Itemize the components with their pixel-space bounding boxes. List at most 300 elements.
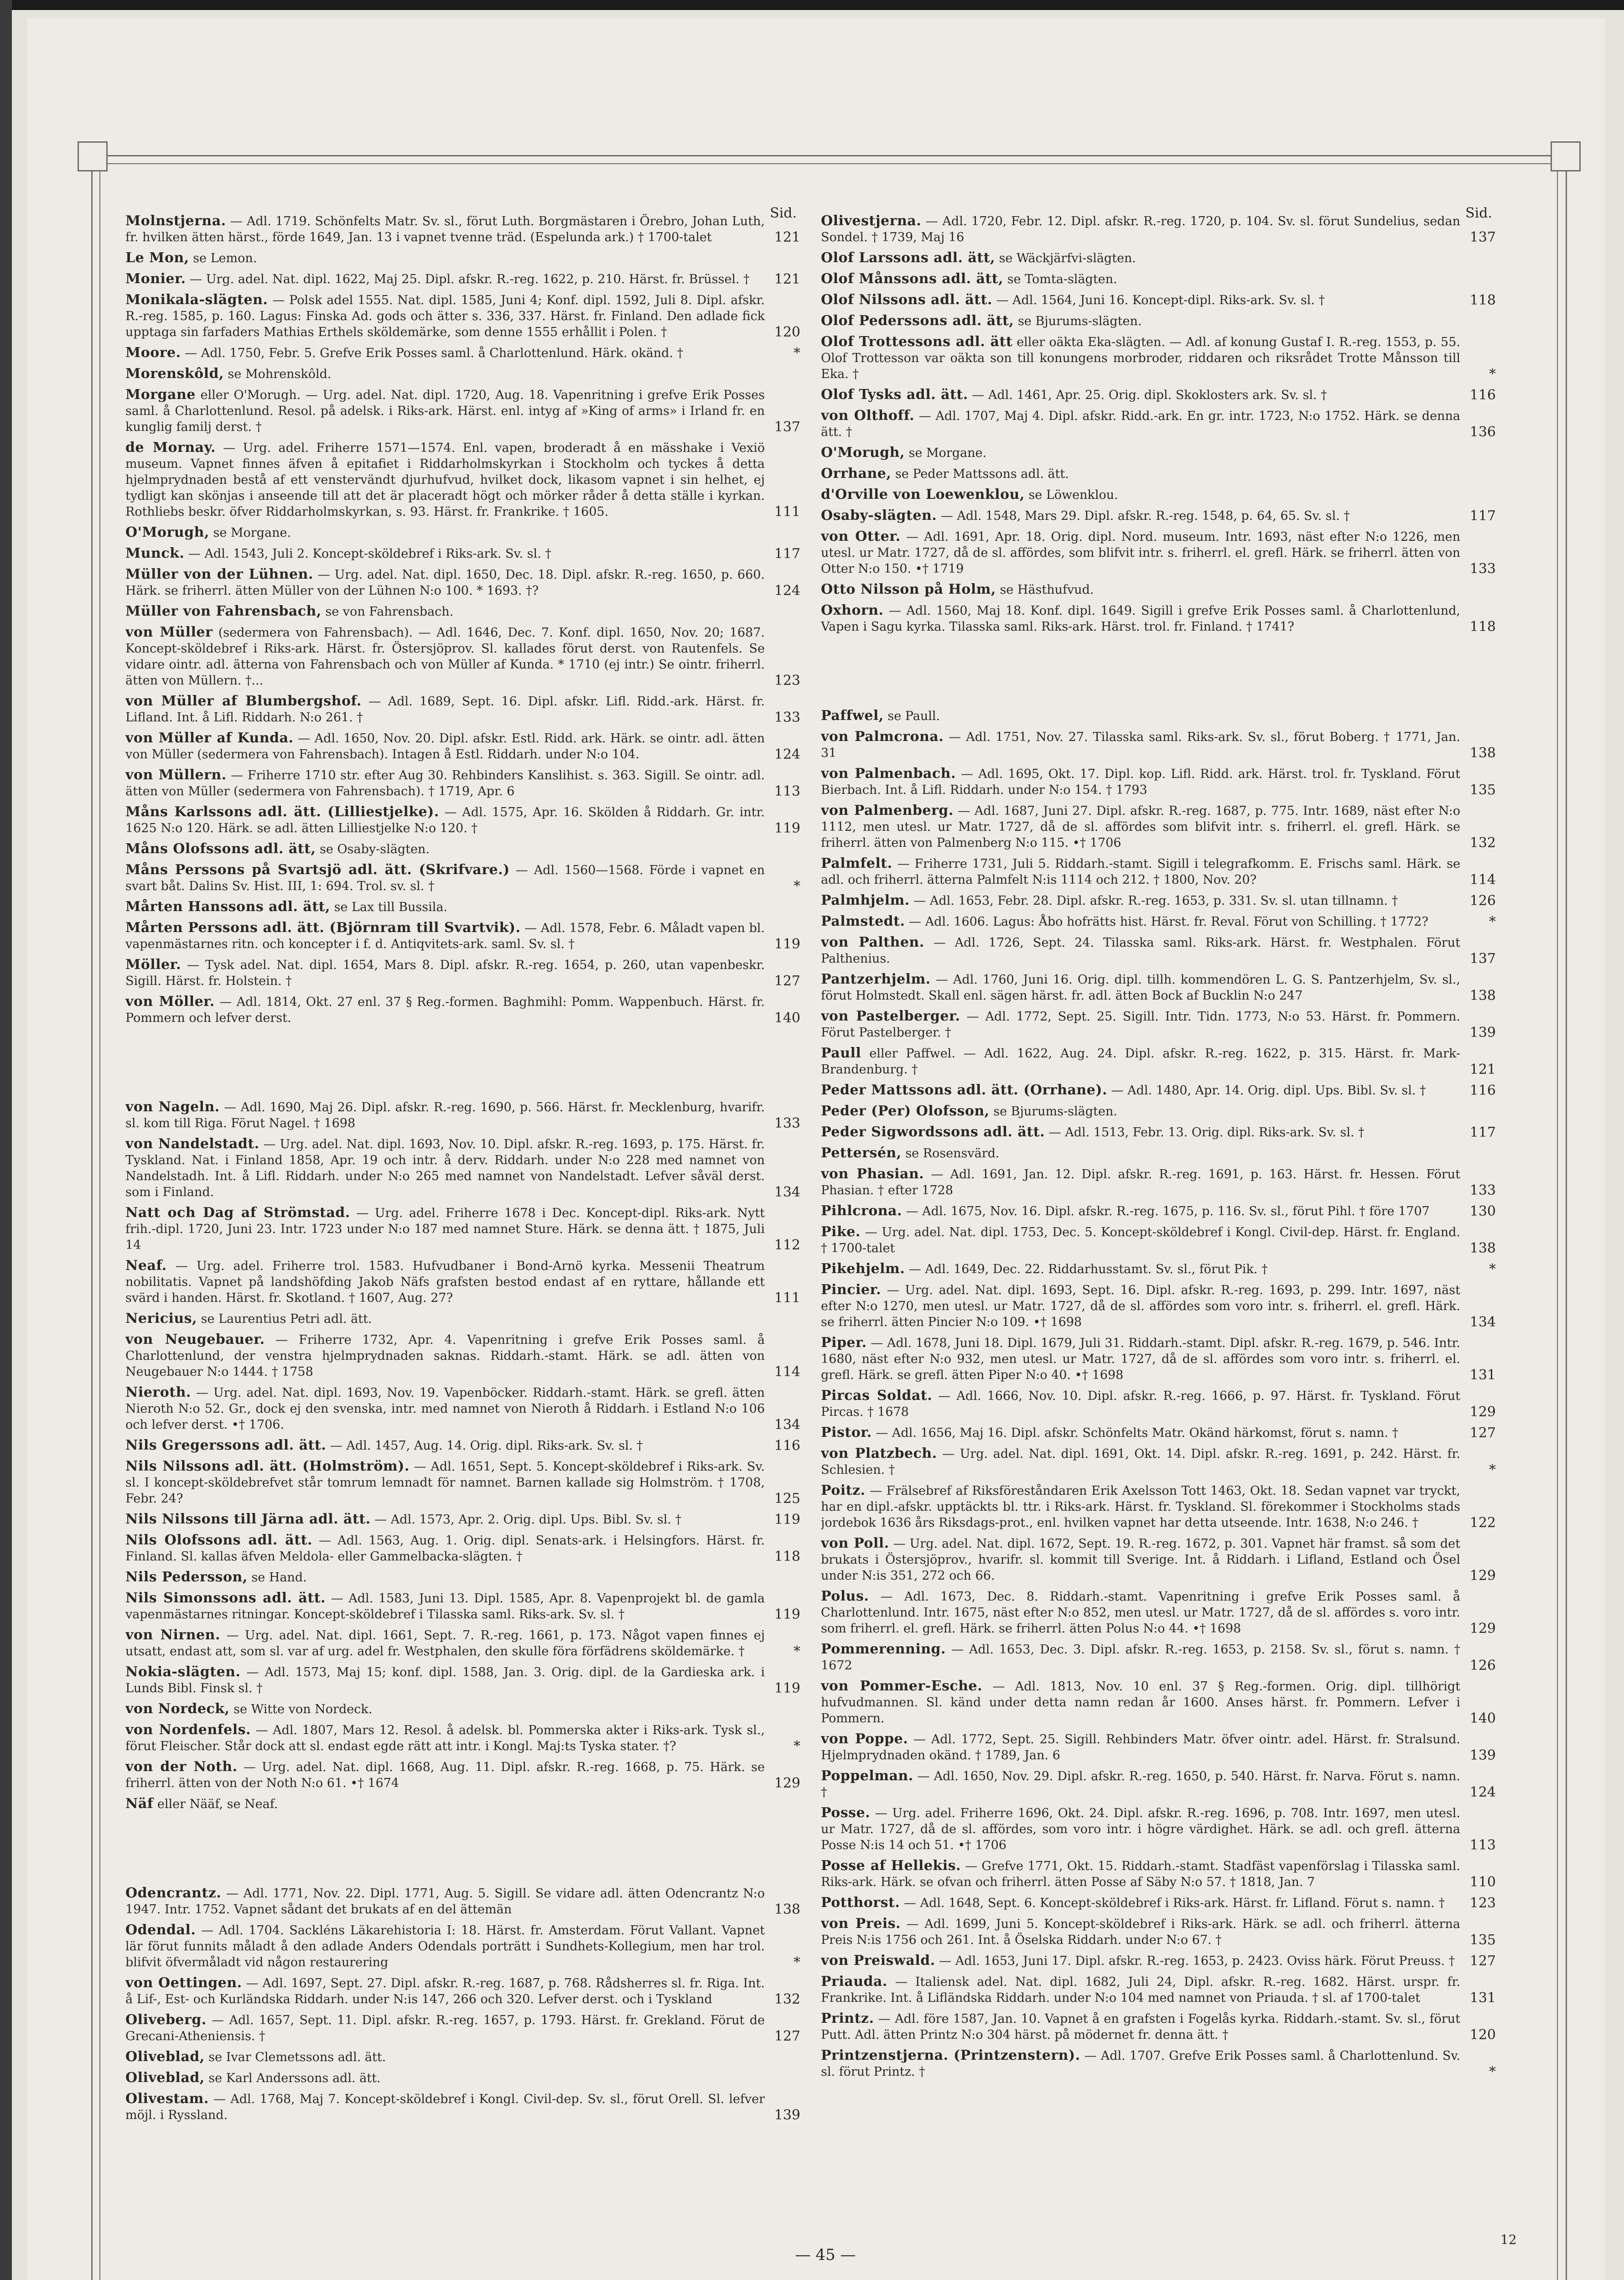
entry-page-ref: 120 [1469,2027,1496,2043]
register-entry [821,213,1496,245]
entry-page-ref: 137 [1469,229,1496,245]
register-entry [821,1678,1496,1726]
register-entry [125,730,800,762]
register-entry [821,1388,1496,1420]
sid-header-right: Sid. [1465,205,1492,221]
entry-text: — Adl. 1653, Juni 17. Dipl. afskr. R.-reg. 1653, p. 2423. Oviss härk. Förut Preuss. † [939,1954,1455,1968]
register-entry [821,1425,1496,1441]
entry-text: — Urg. adel. Nat. dipl. 1693, Nov. 10. Dipl. afskr. R.-reg. 1693, p. 175. Härst. fr. Tyskland. Nat. i Finland 1858, Apr. 19 och intr. å derv. Riddarh. under N:o 228 med namnet von Nandelstadh. Int. å Lifl. Riddarh. under N:o 265 med namnet von Nandelstadt. Lefver såväl derst. som i Finland. [125,1137,765,1199]
register-entry [821,408,1496,440]
entry-text: se Hand. [251,1570,307,1585]
entry-text: — Urg. adel. Friherre 1571—1574. Enl. vapen, broderadt å en mässhake i Vexiö museum. Vapnet finnes äfven å epitafiet i Riddarholmskyrkan i Stockholm och tyckes å detta hjelmprydnaden bestå af ett venstervändt djurhufvud, hvilket dock, likasom vapnet i sin helhet, ej tydligt kan skönjas i anseende till att det är placeradt högt och mörker råder å detta ställe i kyrkan. Rothliebs beskr. öfver Riddarholmskyrkan, s. 93. Härst. fr. Frankrike. † 1605. [125,441,765,519]
entry-name: Peder (Per) Olofsson, [821,1103,990,1119]
entry-page-ref: 124 [774,746,800,762]
register-entry [125,1532,800,1565]
register-entry [125,366,800,382]
entry-text: se Laurentius Petri adl. ätt. [201,1312,372,1326]
entry-page-ref: 127 [1469,1953,1496,1969]
entry-text: se Rosensvärd. [905,1146,1000,1161]
entry-name: Poppelman. [821,1768,913,1784]
entry-name: Olivestam. [125,2091,209,2107]
entry-name: Nils Simonssons adl. ätt. [125,1590,326,1606]
entry-name: von Nandelstadt. [125,1136,259,1152]
register-entry [125,1099,800,1131]
entry-text: se Morgane. [213,526,291,540]
entry-page-ref: 124 [774,583,800,599]
register-entry [821,1858,1496,1890]
entry-text: — Adl. 1771, Nov. 22. Dipl. 1771, Aug. 5. Sigill. Se vidare adl. ätten Odencrantz N:o 1947. Intr. 1752. Vapnet sådant det brukats af en del ättemän [125,1886,765,1917]
entry-text: — Adl. 1563, Aug. 1. Orig. dipl. Senats-ark. i Helsingfors. Härst. fr. Finland. Sl. kallas äfven Meldola- eller Gammelbacka-slägten. † [125,1534,765,1564]
entry-text: — Adl. 1560, Maj 18. Konf. dipl. 1649. Sigill i grefve Erik Posses saml. å Charlottenlund, Vapen i Sagu kyrka. Tilasska saml. Riks-ark. Härst. trol. fr. Finland. † 1741? [821,604,1460,634]
entry-page-ref: 134 [1469,1314,1496,1330]
entry-page-ref: 129 [1469,1568,1496,1584]
entry-page-ref: 114 [774,1364,800,1380]
entry-text: — Adl. 1687, Juni 27. Dipl. afskr. R.-reg. 1687, p. 775. Intr. 1689, näst efter N:o 1112, men utesl. ur Matr. 1727, då de sl. affördes som blifvit intr. s. friherrl. el. grefl. Härk. se friherrl. ätten von Palmenberg N:o 115. •† 1706 [821,804,1460,850]
entry-page-ref: 119 [774,1512,800,1528]
entry-page-ref: * [794,878,800,894]
entry-name: Nils Pedersson, [125,1569,248,1585]
entry-name: Olof Larssons adl. ätt, [821,250,995,266]
entry-name: Måns Karlssons adl. ätt. (Lilliestjelke). [125,804,439,820]
entry-page-ref: 113 [1469,1837,1496,1853]
register-entry [125,1722,800,1754]
entry-text: se von Fahrensbach. [325,605,454,619]
entry-text: — Adl. 1606. Lagus: Åbo hofrätts hist. Härst. fr. Reval. Förut von Schilling. † 1772? [909,915,1428,929]
entry-page-ref: 126 [1469,893,1496,909]
entry-page-ref: 119 [774,1606,800,1622]
entry-text: — Adl. 1689, Sept. 16. Dipl. afskr. Lifl. Ridd.-ark. Härst. fr. Lifland. Int. å Lifl. Riddarh. N:o 261. † [125,694,765,725]
entry-text: — Friherre 1732, Apr. 4. Vapenritning i grefve Erik Posses saml. å Charlottenlund, der venstra hjelmprydnaden saknas. Riddarh.-stamt. Härk. se adl. ätten von Neugebauer N:o 1444. † 1758 [125,1333,765,1379]
entry-text: — Adl. 1666, Nov. 10. Dipl. afskr. R.-reg. 1666, p. 97. Härst. fr. Tyskland. Förut Pircas. † 1678 [821,1389,1460,1419]
entry-name: Pincier. [821,1282,882,1298]
entry-text: — Frälsebref af Riksföreståndaren Erik Axelsson Tott 1463, Okt. 18. Sedan vapnet var tryckt, har en dipl.-afskr. upptäckts bl. ttr. i Riks-ark. Härst. fr. Tyskland. Sl. förekommer i Stockholms stads jordebok 1636 års Riksdags-prot., enl. hvilken vapnet har detta utseende. Intr. 1638, N:o 246. † [821,1484,1460,1530]
register-entry [125,957,800,989]
entry-text: — Adl. 1695, Okt. 17. Dipl. kop. Lifl. Ridd. ark. Härst. trol. fr. Tyskland. Förut Bierbach. Int. å Lifl. Riddarh. under N:o 154. † 1793 [821,767,1460,797]
register-entry [821,1261,1496,1277]
entry-page-ref: 121 [774,229,800,245]
entry-page-ref: 124 [1469,1784,1496,1800]
entry-text: eller oäkta Eka-slägten. — Adl. af konung Gustaf I. R.-reg. 1553, p. 55. Olof Trottesson var oäkta son till konungens morbroder, riddaren och riksrådet Trotte Månsson till Eka. † [821,335,1460,381]
entry-text: se Witte von Nordeck. [233,1702,373,1716]
register-entry [821,466,1496,482]
register-entry [821,1203,1496,1219]
entry-page-ref: 127 [1469,1425,1496,1441]
entry-name: Möller. [125,957,182,973]
entry-page-ref: * [1489,914,1496,930]
entry-name: Olof Trottessons adl. ätt [821,334,1013,350]
register-entry [125,767,800,799]
entry-name: von Oettingen. [125,1975,242,1991]
entry-text: se Paull. [887,709,940,723]
entry-page-ref: 134 [774,1417,800,1433]
entry-page-ref: 138 [1469,745,1496,761]
entry-page-ref: 119 [774,936,800,952]
register-entry [821,1535,1496,1584]
entry-text: — Adl. 1704. Sackléns Läkarehistoria I: 18. Härst. fr. Amsterdam. Förut Vallant. Vapnet lär förut funnits måladt å den adlade Anders Odendals porträtt i Sundhets-Kollegium, men har trol. blifvit öfvermåladt vid någon restaurering [125,1923,765,1969]
entry-text: — Adl. 1726, Sept. 24. Tilasska saml. Riks-ark. Härst. fr. Westphalen. Förut Palthenius. [821,936,1461,966]
entry-text: — Adl. 1673, Dec. 8. Riddarh.-stamt. Vapenritning i grefve Erik Posses saml. å Charlottenlund. Intr. 1675, näst efter N:o 852, men utesl. ur Matr. 1727, då de sl. affördes s. voro intr. som friherrl. el. grefl. Härk. se friherrl. ätten Polus N:o 44. •† 1698 [821,1590,1460,1636]
entry-text: — Adl. 1656, Maj 16. Dipl. afskr. Schönfelts Matr. Okänd härkomst, förut s. namn. † [876,1426,1399,1440]
register-entry [821,1641,1496,1674]
entry-name: von Nordeck, [125,1701,230,1717]
entry-text: — Adl. 1513, Febr. 13. Orig. dipl. Riks-ark. Sv. sl. † [1048,1125,1365,1140]
entry-text: — Urg. adel. Nat. dipl. 1622, Maj 25. Dipl. afskr. R.-reg. 1622, p. 210. Härst. fr. Brüssel. † [190,272,750,286]
entry-page-ref: * [794,345,800,361]
register-entry [125,2070,800,2086]
sid-header-left: Sid. [770,205,797,221]
entry-name: Odendal. [125,1922,196,1938]
entry-text: — Friherre 1710 str. efter Aug 30. Rehbinders Kanslihist. s. 363. Sigill. Se ointr. adl. ätten von Müller (sedermera von Fahrensbach). † 1719, Apr. 6 [125,768,765,798]
register-entry [821,1768,1496,1800]
entry-text: — Adl. 1457, Aug. 14. Orig. dipl. Riks-ark. Sv. sl. † [330,1439,643,1453]
entry-text: — Adl. 1560—1568. Förde i vapnet en svart båt. Dalins Sv. Hist. III, 1: 694. Trol. sv. sl. † [125,863,765,893]
entry-name: von Poll. [821,1535,889,1551]
entry-name: d'Orville von Loewenklou, [821,487,1025,503]
register-entry [125,345,800,361]
entry-page-ref: 111 [774,504,800,520]
register-entry [821,1953,1496,1969]
entry-text: eller Nääf, se Neaf. [157,1797,278,1811]
register-entry [821,487,1496,503]
entry-page-ref: * [794,1954,800,1970]
frame-corner-ornament [78,141,108,171]
register-entry [821,1008,1496,1041]
entry-name: de Mornay. [125,440,216,456]
entry-text: — Adl. 1575, Apr. 16. Skölden å Riddarh. Gr. intr. 1625 N:o 120. Härk. se adl. ätten Lilliestjelke N:o 120. † [125,805,765,835]
entry-page-ref: 131 [1469,1367,1496,1383]
register-entry [125,566,800,599]
entry-name: von Müller af Blumbergshof. [125,693,362,709]
entry-name: Nokia-slägten. [125,1664,241,1680]
entry-page-ref: 114 [1469,872,1496,888]
entry-name: Polus. [821,1588,869,1604]
entry-name: von Otter. [821,529,901,544]
register-entry [125,899,800,915]
register-entry [125,1205,800,1253]
register-entry [125,1796,800,1812]
entry-name: von der Noth. [125,1759,238,1775]
entry-text: — Adl. 1813, Nov. 10 enl. 37 § Reg.-formen. Orig. dipl. tillhörigt hufvudmannen. Sl. känd under detta namn redan år 1600. Anses härst. fr. Pommern. Lefver i Pommern. [821,1679,1461,1726]
entry-text: — Adl. 1675, Nov. 16. Dipl. afskr. R.-reg. 1675, p. 116. Sv. sl., förut Pihl. † före 1707 [906,1204,1430,1218]
entry-name: Posse af Hellekis. [821,1858,961,1874]
entry-name: Nericius, [125,1311,197,1327]
entry-name: Olof Pederssons adl. ätt, [821,313,1014,329]
entry-name: Osaby-slägten. [821,508,937,523]
entry-page-ref: 117 [774,546,800,562]
entry-text: — Adl. 1760, Juni 16. Orig. dipl. tillh. kommendören L. G. S. Pantzerhjelm, Sv. sl., förut Holmstedt. Skall enl. sägen härst. fr. adl. ätten Bock af Bucklin N:o 247 [821,973,1460,1003]
left-column [125,205,800,2266]
entry-name: Morgane [125,387,196,403]
entry-text: — Adl. 1707. Grefve Erik Posses saml. å Charlottenlund. Sv. sl. förut Printz. † [821,2049,1460,2079]
entry-page-ref: * [1489,1261,1496,1277]
entry-text: — Urg. adel. Friherre 1696, Okt. 24. Dipl. afskr. R.-reg. 1696, p. 708. Intr. 1697, men utesl. ur Matr. 1727, då de sl. affördes, som voro intr. i högre värdighet. Härk. se adl. och grefl. ätterna Posse N:is 14 och 51. •† 1706 [821,1806,1460,1852]
entry-name: von Nordenfels. [125,1722,251,1738]
entry-name: Oliveblad, [125,2049,205,2065]
entry-name: Monikala-slägten. [125,292,268,308]
entry-name: Piper. [821,1335,867,1351]
register-entry [125,524,800,541]
entry-name: Priauda. [821,1974,887,1990]
entry-page-ref: 131 [1469,1990,1496,2006]
scan-edge-top [0,0,1624,10]
register-entry [125,1384,800,1433]
entry-text: — Italiensk adel. Nat. dipl. 1682, Juli 24, Dipl. afskr. R.-reg. 1682. Härst. urspr. fr. Frankrike. Int. å Lifländska Riddarh. under N:o 104 med namnet von Priauda. † sl. af 1700-talet [821,1975,1460,2005]
entry-page-ref: 129 [1469,1404,1496,1420]
entry-name: O'Morugh, [821,445,905,461]
entry-name: Olof Nilssons adl. ätt. [821,292,992,308]
entry-name: von Palthen. [821,934,924,950]
register-entry [125,440,800,520]
register-entry [125,920,800,952]
register-entry [821,1282,1496,1330]
entry-text: — Adl. 1750, Febr. 5. Grefve Erik Posses saml. å Charlottenlund. Härk. okänd. † [185,346,684,360]
entry-name: Printzenstjerna. (Printzenstern). [821,2047,1080,2063]
entry-page-ref: 116 [1469,1083,1496,1099]
entry-text: — Adl. 1650, Nov. 20. Dipl. afskr. Estl. Ridd. ark. Härk. se ointr. adl. ätten von Müller (sedermera von Fahrensbach). Intagen å Estl. Riddarh. under N:o 104. [125,731,765,762]
entry-name: Monier. [125,271,186,287]
entry-text: — Adl. 1573, Apr. 2. Orig. dipl. Ups. Bibl. Sv. sl. † [374,1513,682,1527]
entry-name: Pistor. [821,1425,872,1441]
entry-text: — Adl. 1697, Sept. 27. Dipl. afskr. R.-reg. 1687, p. 768. Rådsherres sl. fr. Riga. Int. å Lif-, Est- och Kurländska Riddarh. under N:is 147, 266 och 320. Lefver derst. och i Tyskland [125,1976,765,2006]
entry-page-ref: 117 [1469,508,1496,524]
register-entry [821,1224,1496,1256]
entry-name: Munck. [125,545,185,561]
register-entry [821,1805,1496,1853]
entry-name: Oxhorn. [821,602,884,618]
entry-name: Palmhjelm. [821,892,910,908]
register-entry [821,913,1496,930]
entry-name: von Olthoff. [821,408,915,424]
register-entry [821,1335,1496,1383]
entry-text: — Grefve 1771, Okt. 15. Riddarh.-stamt. Stadfäst vapenförslag i Tilasska saml. Riks-ark. Härk. se ofvan och friherrl. ätten Posse af Säby N:o 57. † 1818, Jan. 7 [821,1859,1460,1889]
entry-text: — Adl. 1719. Schönfelts Matr. Sv. sl., förut Luth. Borgmästaren i Örebro, Johan Luth, fr. hvilken ätten härst., förde 1649, Jan. 13 i vapnet tvenne träd. (Espelunda ark.) † 1700-talet [125,214,765,244]
entry-name: Potthorst. [821,1895,900,1911]
entry-name: von Möller. [125,994,215,1010]
entry-name: Paffwel, [821,708,884,724]
entry-text: se Tomta-slägten. [1007,272,1117,286]
entry-text: — Urg. adel. Nat. dipl. 1668, Aug. 11. Dipl. afskr. R.-reg. 1668, p. 75. Härk. se friherrl. ätten von der Noth N:o 61. •† 1674 [125,1760,765,1790]
entry-name: Neaf. [125,1258,167,1274]
entry-name: Pikehjelm. [821,1261,905,1277]
entry-page-ref: 118 [1469,292,1496,308]
entry-page-ref: 117 [1469,1124,1496,1140]
register-entry [821,1082,1496,1099]
register-entry [821,708,1496,724]
register-entry [125,841,800,857]
entry-text: se Mohrenskôld. [228,367,332,381]
entry-page-ref: 116 [1469,387,1496,403]
entry-text: — Adl. 1772, Sept. 25. Sigill. Rehbinders Matr. öfver ointr. adel. Härst. fr. Stralsund. Hjelmprydnaden okänd. † 1789, Jan. 6 [821,1732,1460,1762]
entry-text: — Adl. 1691, Apr. 18. Orig. dipl. Nord. museum. Intr. 1693, näst efter N:o 1226, men utesl. ur Matr. 1727, då de sl. affördes, som blifvit intr. s. friherrl. el. grefl. Härk. se friherrl. ätten von Otter N:o 150. •† 1719 [821,530,1460,576]
entry-name: Moore. [125,345,181,361]
entry-name: Nils Olofssons adl. ätt. [125,1532,312,1548]
entry-text: — Tysk adel. Nat. dipl. 1654, Mars 8. Dipl. afskr. R.-reg. 1654, p. 260, utan vapenbeskr. Sigill. Härst. fr. Holstein. † [125,958,765,988]
register-entry [125,1759,800,1791]
entry-page-ref: 132 [1469,835,1496,851]
entry-page-ref: 136 [1469,424,1496,440]
entry-name: Molnstjerna. [125,213,226,229]
entry-name: Palmfelt. [821,855,892,871]
entry-page-ref: 116 [774,1438,800,1454]
register-entry [821,892,1496,909]
register-entry [125,1458,800,1507]
register-entry [125,2049,800,2065]
register-entry [821,1916,1496,1948]
entry-page-ref: 133 [1469,1182,1496,1198]
entry-name: Oliveblad, [125,2070,205,2086]
entry-text: se Ivar Clemetssons adl. ätt. [208,2050,386,2064]
entry-text: — Urg. adel. Friherre 1678 i Dec. Koncept-dipl. Riks-ark. Nytt frih.-dipl. 1720, Juni 23. Intr. 1723 under N:o 187 med namnet Sture. Härk. se denna ätt. † 1875, Juli 14 [125,1206,765,1252]
entry-page-ref: * [794,1738,800,1754]
register-entry [821,1045,1496,1078]
entry-page-ref: 129 [774,1775,800,1791]
entry-text: se Wäckjärfvi-slägten. [999,251,1136,265]
entry-text: — Urg. adel. Friherre trol. 1583. Hufvudbaner i Bond-Arnö kyrka. Messenii Theatrum nobilitatis. Vapnet på landshöfding Jakob Näfs grafsten bestod endast af en ryttare, hållande ett svärd i handen. Härst. fr. Skotland. † 1607, Aug. 27? [125,1259,765,1305]
entry-name: Odencrantz. [125,1885,222,1901]
entry-text: — Adl. 1650, Nov. 29. Dipl. afskr. R.-reg. 1650, p. 540. Härst. fr. Narva. Förut s. namn. † [821,1769,1460,1799]
entry-page-ref: 137 [1469,951,1496,967]
entry-name: Pommerenning. [821,1641,946,1657]
entry-text: — Adl. 1691, Jan. 12. Dipl. afskr. R.-reg. 1691, p. 163. Härst. fr. Hessen. Förut Phasian. † efter 1728 [821,1167,1460,1197]
scan-edge-left [0,0,12,2280]
register-entry [821,971,1496,1004]
register-entry [125,603,800,620]
entry-page-ref: 110 [1469,1874,1496,1890]
register-entry [821,387,1496,403]
entry-name: Natt och Dag af Strömstad. [125,1205,350,1221]
entry-name: Olivestjerna. [821,213,922,229]
document-page [27,18,1605,2280]
entry-text: — Adl. 1807, Mars 12. Resol. å adelsk. bl. Pommerska akter i Riks-ark. Tysk sl., förut Fleischer. Står dock att sl. endast egde rätt att intr. i Kongl. Maj:ts Tyska stater. †? [125,1723,765,1753]
entry-page-ref: * [794,1643,800,1659]
entry-text: — Adl. 1814, Okt. 27 enl. 37 § Reg.-formen. Baghmihl: Pomm. Wappenbuch. Härst. fr. Pommern och lefver derst. [125,995,765,1025]
register-entry [125,2091,800,2123]
entry-name: von Preis. [821,1916,901,1932]
register-entry [125,250,800,266]
entry-page-ref: 138 [774,1902,800,1917]
entry-page-ref: 139 [774,2107,800,2123]
entry-text: — Urg. adel. Nat. dipl. 1672, Sept. 19. R.-reg. 1672, p. 301. Vapnet här framst. så som det brukats i Östersjöprov., hvarifr. sl. kommit till Sverige. Int. å Riddarh. i Lifland, Estland och Ösel under N:is 351, 272 och 66. [821,1537,1460,1583]
entry-name: Oliveberg. [125,2012,207,2028]
entry-page-ref: 132 [774,1991,800,2007]
entry-text: se Hästhufvud. [1000,583,1094,597]
entry-page-ref: 112 [774,1237,800,1253]
entry-page-ref: 137 [774,419,800,435]
entry-page-ref: 133 [1469,561,1496,577]
entry-page-ref: 135 [1469,782,1496,798]
entry-name: von Pastelberger. [821,1008,960,1024]
register-entry [821,334,1496,382]
entry-name: Müller von der Lühnen. [125,566,313,582]
entry-page-ref: 120 [774,324,800,340]
entry-text: — Friherre 1731, Juli 5. Riddarh.-stamt. Sigill i telegrafkomm. E. Frischs saml. Härk. se adl. och friherrl. ätterna Palmfelt N:is 1114 och 212. † 1800, Nov. 20? [821,857,1460,887]
entry-name: von Poppe. [821,1731,908,1747]
section-gap [125,1817,800,1885]
register-entry [821,1974,1496,2006]
register-entry [125,994,800,1026]
entry-page-ref: 140 [1469,1710,1496,1726]
register-entry [821,2047,1496,2080]
entry-page-ref: 118 [1469,619,1496,635]
entry-text: se Osaby-slägten. [320,842,430,856]
entry-name: von Platzbech. [821,1446,937,1461]
register-entry [125,1136,800,1200]
entry-name: von Nageln. [125,1099,220,1115]
entry-name: Peder Mattssons adl. ätt. (Orrhane). [821,1082,1107,1098]
entry-text: — Adl. 1768, Maj 7. Koncept-sköldebref i Kongl. Civil-dep. Sv. sl., förut Orell. Sl. lefver möjl. i Ryssland. [125,2092,765,2122]
register-entry [821,803,1496,851]
entry-page-ref: 118 [774,1549,800,1565]
entry-name: Nieroth. [125,1384,191,1400]
register-entry [125,2012,800,2044]
register-entry [125,1590,800,1622]
register-entry [821,1731,1496,1763]
entry-name: Paull [821,1045,861,1061]
entry-text: — Adl. 1720, Febr. 12. Dipl. afskr. R.-reg. 1720, p. 104. Sv. sl. förut Sundelius, sedan Sondel. † 1739, Maj 16 [821,214,1461,244]
entry-name: Nils Gregerssons adl. ätt. [125,1437,327,1453]
entry-text: eller Paffwel. — Adl. 1622, Aug. 24. Dipl. afskr. R.-reg. 1622, p. 315. Härst. fr. Mark-Brandenburg. † [821,1047,1460,1077]
entry-text: — Urg. adel. Nat. dipl. 1661, Sept. 7. R.-reg. 1661, p. 173. Något vapen finnes ej utsatt, endast att, som sl. var af urg. adel fr. Westphalen, den skulle föra förfädrens sköldemärke. † [125,1628,765,1658]
register-entry [125,545,800,562]
entry-page-ref: 122 [1469,1515,1496,1531]
entry-page-ref: 113 [774,783,800,799]
entry-page-ref: * [1489,2064,1496,2080]
entry-text: — Adl. 1564, Juni 16. Koncept-dipl. Riks-ark. Sv. sl. † [996,293,1325,307]
entry-name: Måns Perssons på Svartsjö adl. ätt. (Skrifvare.) [125,862,510,878]
register-entry [821,729,1496,761]
entry-name: Mårten Hanssons adl. ätt, [125,899,330,915]
register-entry [125,1664,800,1696]
entry-page-ref: 119 [774,1680,800,1696]
entry-text: — Adl. 1578, Febr. 6. Måladt vapen bl. vapenmästarnes ritn. och koncepter i f. d. Antiqvitets-ark. saml. Sv. sl. † [125,921,765,951]
entry-page-ref: 121 [774,271,800,287]
entry-name: Pircas Soldat. [821,1388,933,1404]
register-entry [125,1511,800,1528]
entry-page-ref: * [1489,366,1496,382]
entry-text: — Adl. 1772, Sept. 25. Sigill. Intr. Tidn. 1773, N:o 53. Härst. fr. Pommern. Förut Pastelberger. † [821,1010,1460,1040]
entry-text: se Morgane. [908,446,987,460]
register-entry [125,1885,800,1917]
entry-page-ref: 129 [1469,1621,1496,1637]
entry-text: se Peder Mattssons adl. ätt. [895,467,1069,481]
register-entry [821,1446,1496,1478]
entry-name: von Nirnen. [125,1627,220,1643]
entry-text: — Urg. adel. Nat. dipl. 1650, Dec. 18. Dipl. afskr. R.-reg. 1650, p. 660. Härk. se friherrl. ätten Müller von der Lühnen N:o 100. * 1693. †? [125,568,765,598]
entry-name: Orrhane, [821,466,892,482]
entry-text: — Adl. 1707, Maj 4. Dipl. afskr. Ridd.-ark. En gr. intr. 1723, N:o 1752. Härk. se denna ätt. † [821,409,1460,439]
register-entry [821,1166,1496,1198]
entry-text: (sedermera von Fahrensbach). — Adl. 1646, Dec. 7. Konf. dipl. 1650, Nov. 20; 1687. Koncept-sköldebref i Riks-ark. Härst. fr. Östersjöprov. Sl. kallades förut derst. von Rautenfels. Se vidare ointr. adl. ätterna von Fahrensbach och von Müller af Kunda. * 1710 (ej intr.) Se ointr. friherrl. ätten von Müllern. †... [125,626,765,688]
entry-name: Nils Nilssons adl. ätt. (Holmström). [125,1458,410,1474]
entry-text: — Adl. 1461, Apr. 25. Orig. dipl. Skoklosters ark. Sv. sl. † [972,388,1327,402]
entry-text: se Karl Anderssons adl. ätt. [208,2071,381,2085]
register-entry [125,1437,800,1454]
register-entry [125,387,800,435]
register-entry [821,508,1496,524]
entry-page-ref: 138 [1469,1240,1496,1256]
entry-page-ref: 135 [1469,1932,1496,1948]
register-entry [821,445,1496,461]
entry-text: — Adl. 1678, Juni 18. Dipl. 1679, Juli 31. Riddarh.-stamt. Dipl. afskr. R.-reg. 1679, p. 546. Intr. 1680, näst efter N:o 932, men utesl. ur Matr. 1727, då de sl. affördes som voro intr. s. friherrl. el. grefl. Härk. se grefl. ätten Piper N:o 40. •† 1698 [821,1336,1460,1382]
entry-text: — Adl. 1480, Apr. 14. Orig. dipl. Ups. Bibl. Sv. sl. † [1111,1083,1426,1098]
entry-text: — Adl. 1751, Nov. 27. Tilasska saml. Riks-ark. Sv. sl., förut Boberg. † 1771, Jan. 31 [821,730,1460,760]
register-entry [125,1258,800,1306]
entry-name: Pihlcrona. [821,1203,902,1219]
entry-text: — Adl. 1651, Sept. 5. Koncept-sköldebref i Riks-ark. Sv. sl. I koncept-sköldebrefvet står tomrum lemnadt för namnet. Barnen kallade sig Holmström. † 1708, Febr. 24? [125,1460,765,1506]
entry-page-ref: 119 [774,820,800,836]
register-entry [821,934,1496,967]
register-entry [821,2011,1496,2043]
